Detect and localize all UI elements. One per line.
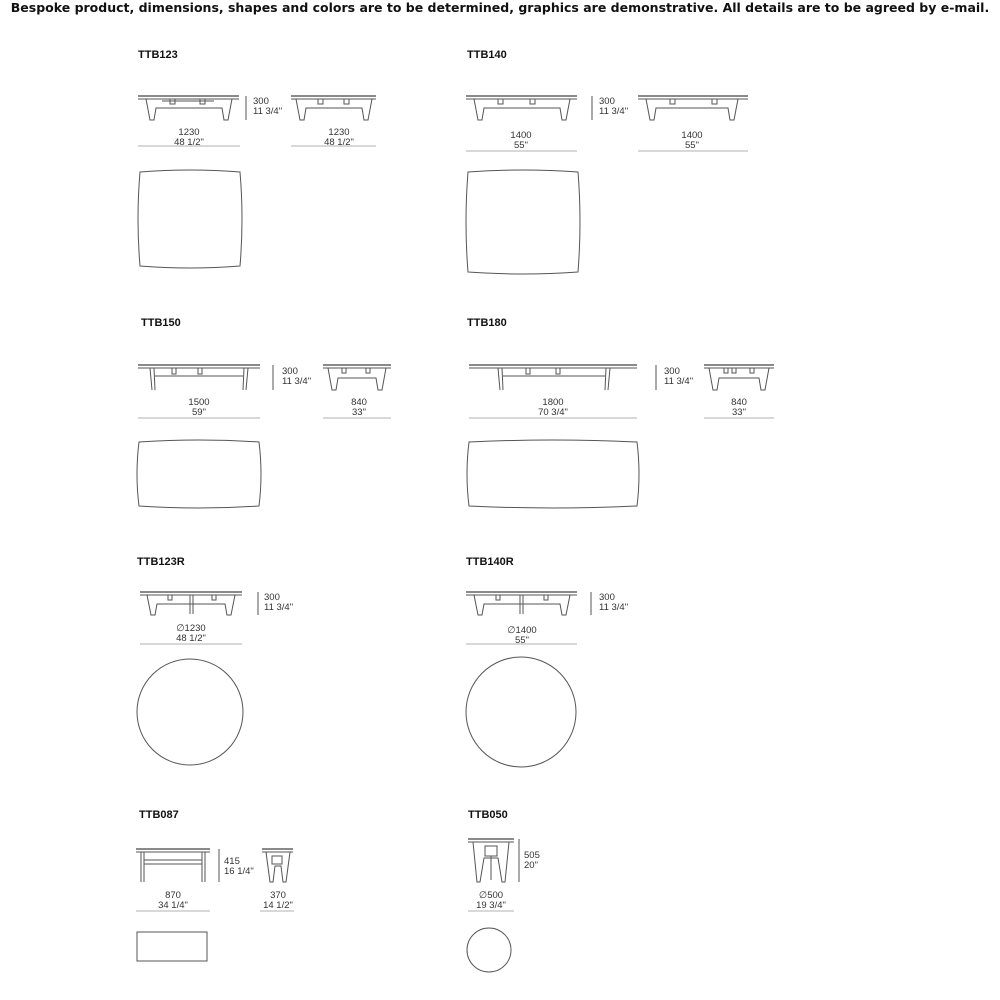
ttb123-height-dim: 300 11 3/4": [253, 96, 283, 117]
ttb180-side-elevation: [704, 365, 774, 390]
disclaimer-text: Bespoke product, dimensions, shapes and colors are to be determined, graphics are demonstrative. All details are to be agreed by e-mail.: [10, 0, 990, 15]
ttb087-depth-dim: 370 14 1/2": [263, 890, 293, 911]
ttb050-diameter-dim: ∅500 19 3/4": [476, 890, 506, 911]
product-code-ttb140r: TTB140R: [466, 556, 514, 568]
ttb050-height-dim: 505 20": [524, 850, 540, 871]
ttb123-depth-dim: 1230 48 1/2": [324, 127, 354, 148]
ttb087-plan-view: [137, 932, 207, 961]
ttb180-front-elevation: [469, 365, 637, 390]
ttb123-plan-view: [138, 170, 242, 268]
ttb140-side-elevation: [638, 96, 748, 120]
ttb150-plan-view: [137, 440, 261, 508]
ttb150-side-elevation: [323, 365, 391, 390]
ttb123-width-dim: 1230 48 1/2": [174, 127, 204, 148]
ttb123r-front-elevation: [140, 592, 242, 615]
ttb140r-diameter-dim: ∅1400 55": [507, 625, 537, 646]
ttb087-width-dim: 870 34 1/4": [158, 890, 188, 911]
ttb140-height-dim: 300 11 3/4": [599, 96, 629, 117]
ttb123r-plan-view: [137, 659, 243, 765]
ttb140r-height-dim: 300 11 3/4": [599, 592, 629, 613]
product-code-ttb150: TTB150: [141, 317, 181, 329]
ttb140-width-dim: 1400 55": [510, 130, 532, 151]
ttb150-depth-dim: 840 33": [351, 397, 367, 418]
ttb087-height-dim: 415 16 1/4": [224, 856, 254, 877]
product-code-ttb050: TTB050: [468, 809, 508, 821]
ttb123r-diameter-dim: ∅1230 48 1/2": [176, 623, 206, 644]
ttb150-height-dim: 300 11 3/4": [282, 366, 312, 387]
ttb150-front-elevation: [138, 365, 260, 390]
ttb180-plan-view: [467, 440, 639, 508]
product-code-ttb123r: TTB123R: [137, 556, 185, 568]
ttb140-depth-dim: 1400 55": [681, 130, 703, 151]
ttb087-side-elevation: [262, 849, 293, 882]
ttb150-width-dim: 1500 59": [188, 397, 210, 418]
product-code-ttb123: TTB123: [138, 49, 178, 61]
ttb140r-front-elevation: [466, 592, 577, 615]
ttb123r-height-dim: 300 11 3/4": [264, 592, 294, 613]
ttb123-side-elevation: [291, 96, 376, 120]
ttb140-plan-view: [466, 170, 580, 274]
ttb050-plan-view: [467, 928, 511, 972]
ttb123-front-elevation: [138, 96, 239, 120]
product-code-ttb087: TTB087: [139, 809, 179, 821]
ttb180-depth-dim: 840 33": [731, 397, 747, 418]
ttb087-front-elevation: [136, 849, 210, 882]
ttb180-height-dim: 300 11 3/4": [664, 366, 694, 387]
product-code-ttb140: TTB140: [467, 49, 507, 61]
product-code-ttb180: TTB180: [467, 317, 507, 329]
ttb180-width-dim: 1800 70 3/4": [538, 397, 568, 418]
ttb140r-plan-view: [466, 657, 576, 767]
ttb050-front-elevation: [468, 839, 514, 882]
ttb140-front-elevation: [466, 96, 577, 120]
